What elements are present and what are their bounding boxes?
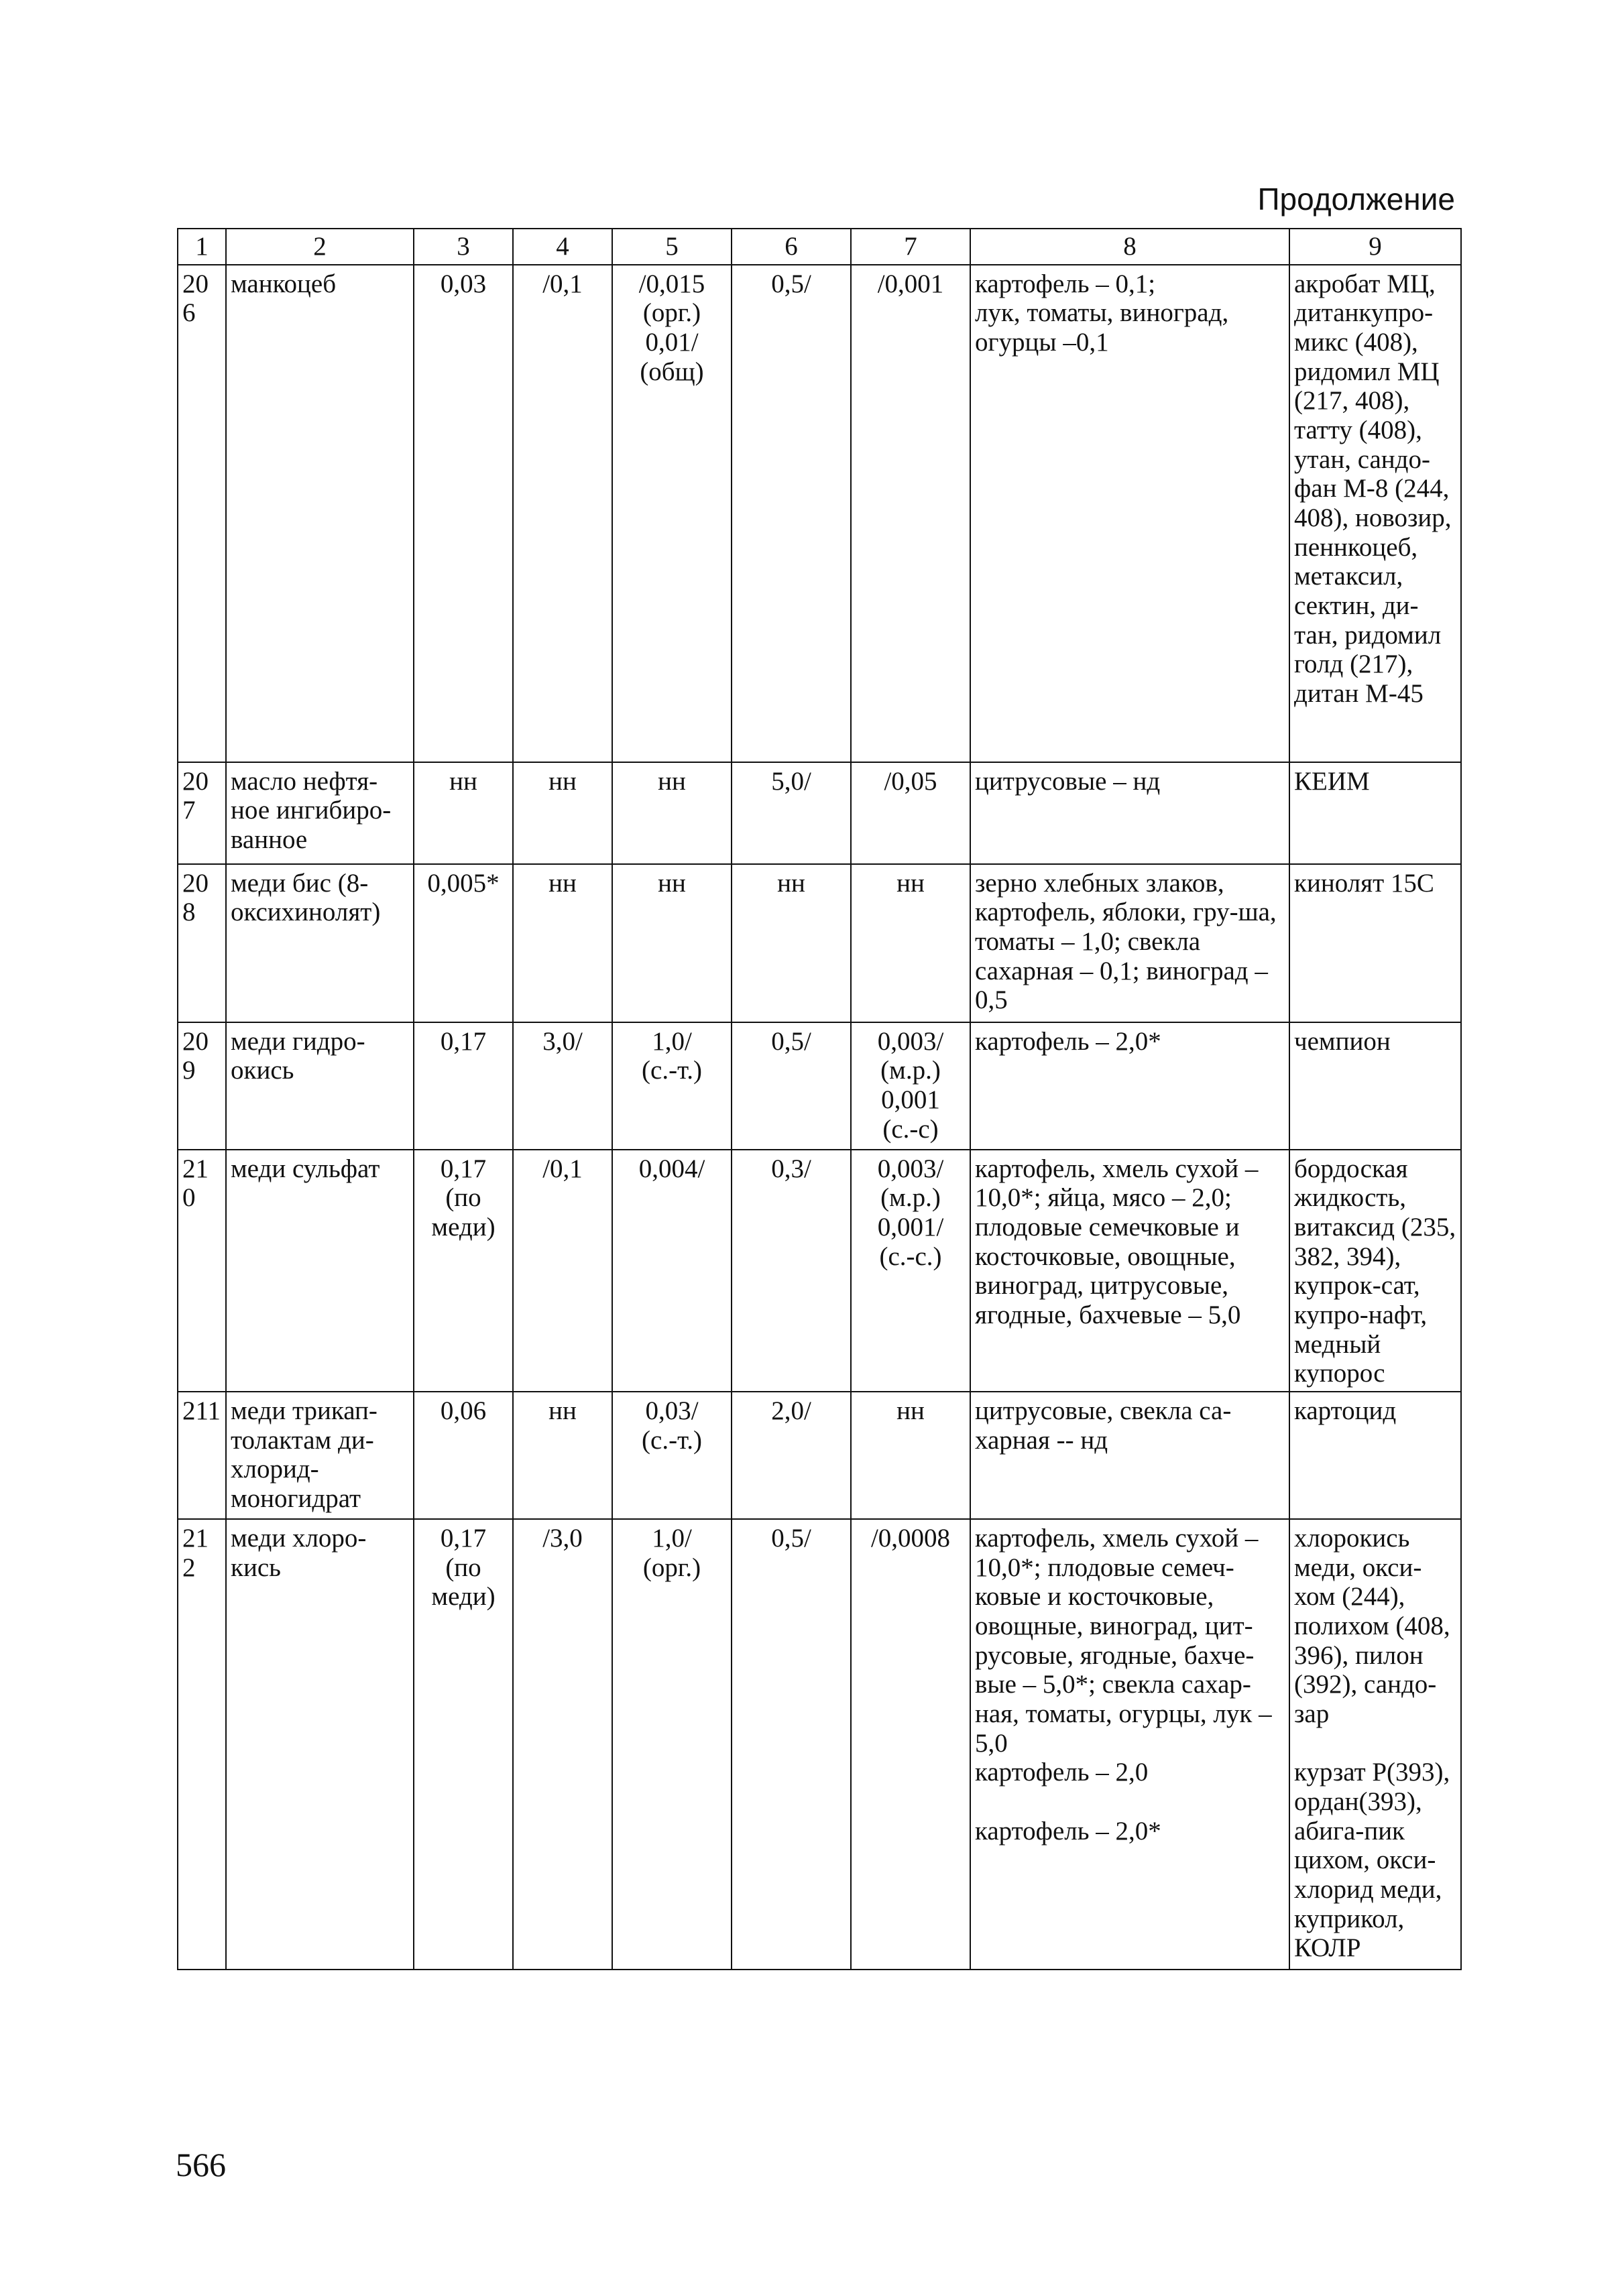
cell-col8: картофель – 0,1; лук, томаты, виноград, огурцы –0,1: [970, 265, 1289, 762]
cell-col5: нн: [612, 762, 732, 864]
cell-col9: акробат МЦ, дитанкупро-микс (408), ридомил МЦ (217, 408), татту (408), утан, сандо-фан М-8 (244, 408), новозир, пеннкоцеб, метаксил, сектин, ди-тан, ридомил голд (217), дитан М-45: [1289, 265, 1461, 762]
column-header: 5: [612, 229, 732, 265]
table-row: [178, 1022, 1461, 1150]
cell-col4: /3,0: [513, 1519, 612, 1970]
cell-col9: картоцид: [1289, 1392, 1461, 1519]
cell-col3: 0,005*: [414, 864, 513, 1022]
table-row: [178, 864, 1461, 1022]
cell-col6: 2,0/: [732, 1392, 851, 1519]
cell-col5: 0,03/ (с.-т.): [612, 1392, 732, 1519]
cell-col4: /0,1: [513, 1150, 612, 1392]
row-number: 211: [178, 1392, 226, 1519]
table-row: [178, 762, 1461, 864]
column-header: 4: [513, 229, 612, 265]
cell-col8: картофель, хмель сухой – 10,0*; плодовые семеч-ковые и косточковые, овощные, виноград, цит-русовые, ягодные, бахче-вые – 5,0*; свекла сахар-ная, томаты, огурцы, лук – 5,0 картофель – 2,0 картофель – 2,0*: [970, 1519, 1289, 1970]
cell-col4: 3,0/: [513, 1022, 612, 1150]
cell-col4: нн: [513, 762, 612, 864]
cell-col5: 1,0/ (орг.): [612, 1519, 732, 1970]
column-header: 8: [970, 229, 1289, 265]
cell-col8: цитрусовые – нд: [970, 762, 1289, 864]
cell-col6: 0,5/: [732, 1519, 851, 1970]
cell-col7: /0,001: [851, 265, 970, 762]
table-row: [178, 265, 1461, 762]
cell-col7: 0,003/ (м.р.) 0,001 (с.-с): [851, 1022, 970, 1150]
cell-col3: 0,03: [414, 265, 513, 762]
cell-col7: нн: [851, 864, 970, 1022]
cell-col6: 0,5/: [732, 1022, 851, 1150]
pesticide-table: [177, 228, 1462, 1970]
cell-col3: нн: [414, 762, 513, 864]
table-row: [178, 1150, 1461, 1392]
cell-col9: бордоская жидкость, витаксид (235, 382, 394), купрок-сат, купро-нафт, медный купорос: [1289, 1150, 1461, 1392]
column-header: 1: [178, 229, 226, 265]
column-header: 7: [851, 229, 970, 265]
cell-col3: 0,17: [414, 1022, 513, 1150]
cell-col8: цитрусовые, свекла са-харная -- нд: [970, 1392, 1289, 1519]
cell-col5: /0,015 (орг.) 0,01/ (общ): [612, 265, 732, 762]
table-row: [178, 1519, 1461, 1970]
row-number: 210: [178, 1150, 226, 1392]
cell-col4: /0,1: [513, 265, 612, 762]
cell-col7: 0,003/ (м.р.) 0,001/ (с.-с.): [851, 1150, 970, 1392]
cell-col6: 5,0/: [732, 762, 851, 864]
column-header: 2: [226, 229, 414, 265]
row-number: 207: [178, 762, 226, 864]
column-number-row: [178, 229, 1461, 265]
substance-name: масло нефтя-ное ингибиро-ванное: [226, 762, 414, 864]
substance-name: меди трикап-толактам ди-хлорид-моногидрат: [226, 1392, 414, 1519]
cell-col8: картофель, хмель сухой – 10,0*; яйца, мясо – 2,0; плодовые семечковые и косточковые, овощные, виноград, цитрусовые, ягодные, бахчевые – 5,0: [970, 1150, 1289, 1392]
cell-col9: кинолят 15С: [1289, 864, 1461, 1022]
continuation-label: Продолжение: [1257, 182, 1455, 217]
cell-col4: нн: [513, 864, 612, 1022]
cell-col8: картофель – 2,0*: [970, 1022, 1289, 1150]
column-header: 3: [414, 229, 513, 265]
cell-col8: зерно хлебных злаков, картофель, яблоки, гру-ша, томаты – 1,0; свекла сахарная – 0,1; виноград – 0,5: [970, 864, 1289, 1022]
cell-col3: 0,17 (по меди): [414, 1519, 513, 1970]
cell-col6: 0,3/: [732, 1150, 851, 1392]
cell-col4: нн: [513, 1392, 612, 1519]
cell-col5: нн: [612, 864, 732, 1022]
cell-col9: КЕИМ: [1289, 762, 1461, 864]
cell-col9: чемпион: [1289, 1022, 1461, 1150]
row-number: 206: [178, 265, 226, 762]
substance-name: манкоцеб: [226, 265, 414, 762]
row-number: 212: [178, 1519, 226, 1970]
column-header: 6: [732, 229, 851, 265]
row-number: 209: [178, 1022, 226, 1150]
cell-col5: 1,0/ (с.-т.): [612, 1022, 732, 1150]
cell-col5: 0,004/: [612, 1150, 732, 1392]
substance-name: меди хлоро-кись: [226, 1519, 414, 1970]
cell-col6: нн: [732, 864, 851, 1022]
cell-col7: /0,05: [851, 762, 970, 864]
cell-col7: /0,0008: [851, 1519, 970, 1970]
substance-name: меди гидро-окись: [226, 1022, 414, 1150]
cell-col3: 0,17 (по меди): [414, 1150, 513, 1392]
column-header: 9: [1289, 229, 1461, 265]
cell-col3: 0,06: [414, 1392, 513, 1519]
cell-col7: нн: [851, 1392, 970, 1519]
cell-col6: 0,5/: [732, 265, 851, 762]
table-row: [178, 1392, 1461, 1519]
cell-col9: хлорокись меди, окси-хом (244), полихом (408, 396), пилон (392), сандо-зар курзат Р(393), ордан(393), абига-пик цихом, окси-хлорид меди, куприкол, КОЛР: [1289, 1519, 1461, 1970]
substance-name: меди бис (8-оксихинолят): [226, 864, 414, 1022]
page-number: 566: [176, 2146, 226, 2183]
substance-name: меди сульфат: [226, 1150, 414, 1392]
row-number: 208: [178, 864, 226, 1022]
